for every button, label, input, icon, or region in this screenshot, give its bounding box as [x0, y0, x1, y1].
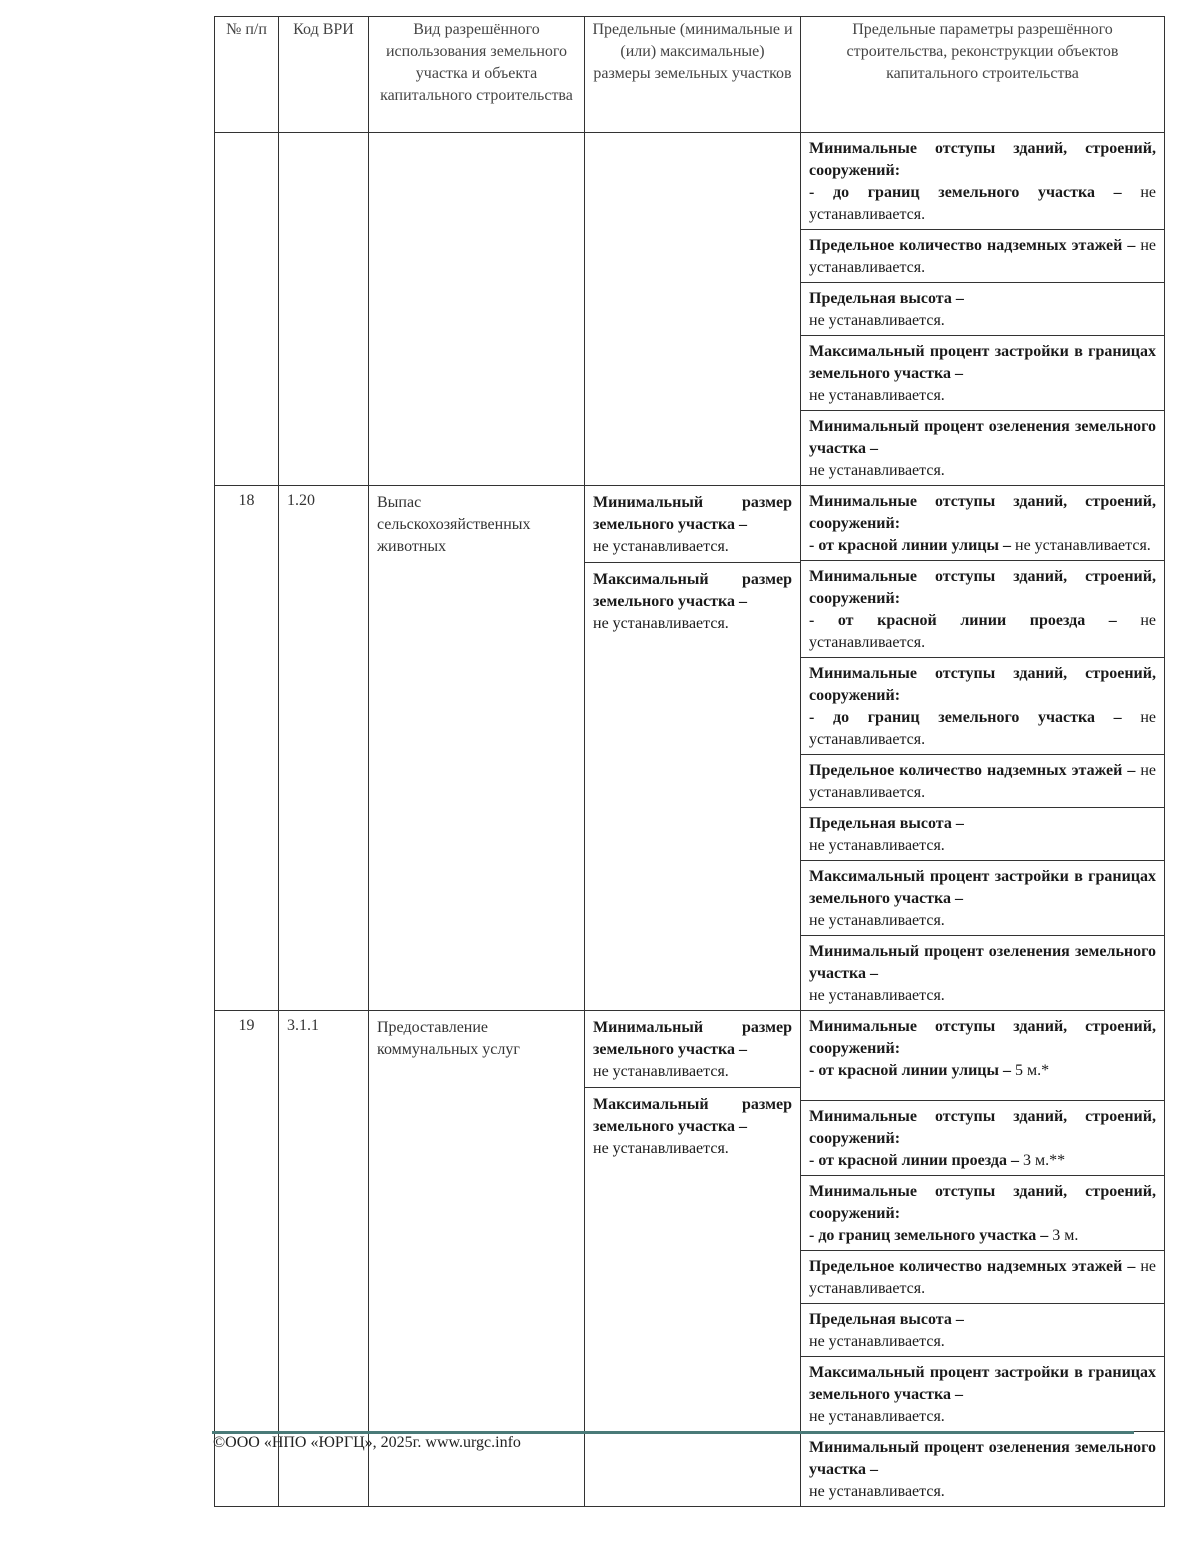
param-setback-street: Минимальные отступы зданий, строений, сооружений: - от красной линии улицы – 5 м.* [809, 1018, 1156, 1079]
max-plot-size: Максимальный размер земельного участка – не устанавливается. [585, 562, 800, 639]
cell-number [215, 133, 279, 486]
header-build-params: Предельные параметры разрешённого строительства, реконструкции объектов капитального строительства [801, 17, 1165, 133]
header-use-kind: Вид разрешённого использования земельного участка и объекта капитального строительства [369, 17, 585, 133]
param-floors: Предельное количество надземных этажей – не устанавливается. [801, 1250, 1164, 1303]
param-setback-street: Минимальные отступы зданий, строений, сооружений: - от красной линии улицы – не устанавливается. [809, 493, 1156, 554]
param-max-coverage: Максимальный процент застройки в границах земельного участка – не устанавливается. [801, 860, 1164, 935]
cell-code: 1.20 [279, 486, 369, 1011]
cell-use-kind: Выпас сельскохозяйственных животных [369, 486, 585, 1011]
param-min-greening: Минимальный процент озеленения земельного участка – не устанавливается. [801, 935, 1164, 1010]
param-floors: Предельное количество надземных этажей – не устанавливается. [801, 754, 1164, 807]
cell-params [801, 486, 1165, 1011]
param-setback-plot: Минимальные отступы зданий, строений, сооружений: - до границ земельного участка – не устанавливается. [801, 657, 1164, 754]
table-row [215, 486, 1165, 1011]
param-height: Предельная высота – не устанавливается. [801, 282, 1164, 335]
param-setback-driveway: Минимальные отступы зданий, строений, сооружений: - от красной линии проезда – не устанавливается. [801, 560, 1164, 657]
header-code: Код ВРИ [279, 17, 369, 133]
cell-plot-sizes [585, 486, 801, 1011]
regulations-table [214, 16, 1165, 1507]
param-min-greening: Минимальный процент озеленения земельного участка – не устанавливается. [801, 1431, 1164, 1506]
footer-copyright: ©ООО «НПО «ЮРГЦ», 2025г. www.urgc.info [213, 1434, 521, 1451]
param-setback-driveway: Минимальные отступы зданий, строений, сооружений: - от красной линии проезда – 3 м.** [801, 1100, 1164, 1175]
cell-use-kind [369, 133, 585, 486]
min-plot-size: Минимальный размер земельного участка – не устанавливается. [593, 1019, 792, 1080]
cell-code: 3.1.1 [279, 1011, 369, 1507]
param-setback-plot: Минимальные отступы зданий, строений, сооружений: - до границ земельного участка – не устанавливается. [809, 140, 1157, 223]
param-height: Предельная высота – не устанавливается. [801, 807, 1164, 860]
cell-use-kind: Предоставление коммунальных услуг [369, 1011, 585, 1507]
param-height: Предельная высота – не устанавливается. [801, 1303, 1164, 1356]
param-floors: Предельное количество надземных этажей – не устанавливается. [801, 229, 1164, 282]
cell-code [279, 133, 369, 486]
header-number: № п/п [215, 17, 279, 133]
cell-plot-sizes [585, 133, 801, 486]
param-setback-plot: Минимальные отступы зданий, строений, сооружений: - до границ земельного участка – 3 м. [801, 1175, 1164, 1250]
cell-number: 19 [215, 1011, 279, 1507]
param-min-greening: Минимальный процент озеленения земельного участка – не устанавливается. [801, 410, 1164, 485]
param-max-coverage: Максимальный процент застройки в границах земельного участка – не устанавливается. [801, 335, 1164, 410]
header-plot-sizes: Предельные (минимальные и (или) максимальные) размеры земельных участков [585, 17, 801, 133]
table-row [215, 133, 1165, 486]
max-plot-size: Максимальный размер земельного участка – не устанавливается. [585, 1087, 800, 1164]
param-max-coverage: Максимальный процент застройки в границах земельного участка – не устанавливается. [801, 1356, 1164, 1431]
min-plot-size: Минимальный размер земельного участка – не устанавливается. [593, 494, 792, 555]
table-header-row [215, 17, 1165, 133]
cell-params [801, 133, 1165, 486]
cell-number: 18 [215, 486, 279, 1011]
